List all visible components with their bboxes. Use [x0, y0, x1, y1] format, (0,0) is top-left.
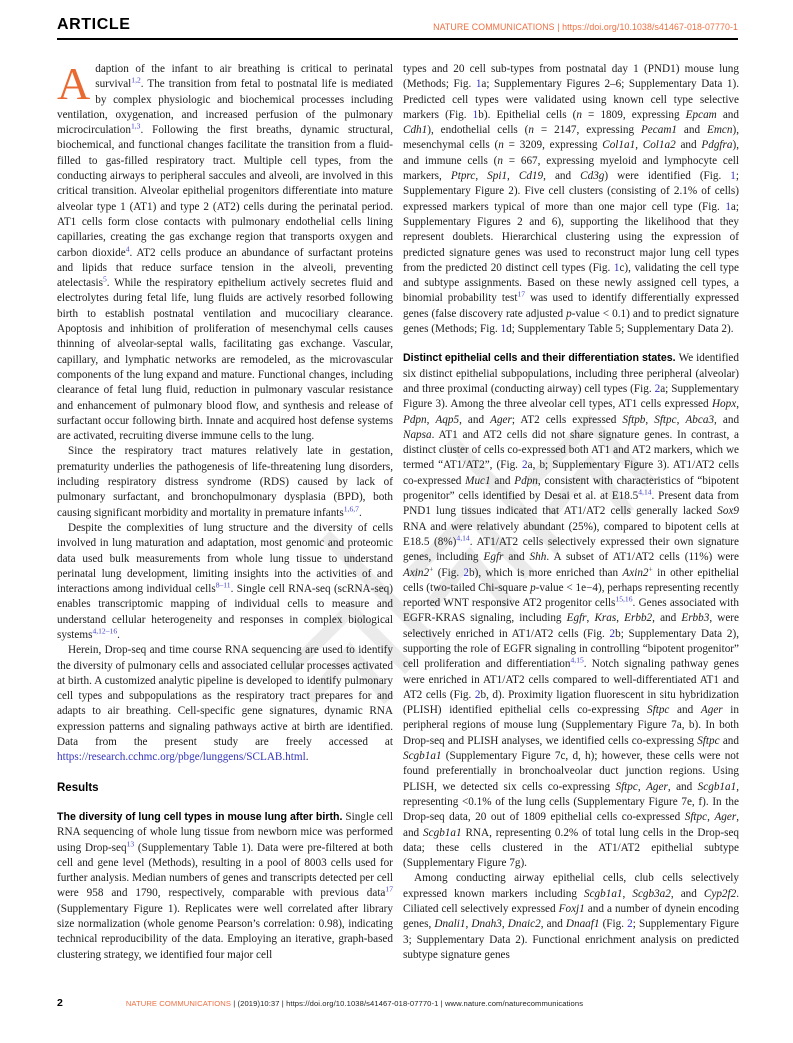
- superscript: +: [648, 563, 653, 573]
- footer-citation: [126, 999, 583, 1008]
- text-run: and: [669, 704, 701, 717]
- text-run: b), which is more enriched than: [469, 566, 623, 579]
- gene-name: Ager: [490, 413, 512, 426]
- gene-name: Spi1: [487, 170, 508, 183]
- text-run: , were selectively enriched in AT1/AT2 cells (Fig.: [403, 612, 739, 640]
- gene-name: Foxj1: [558, 903, 585, 916]
- text-run: . The transition from fetal to postnatal life is mediated by complex physiologic and biochemical processes including ventilation, oxygenation, and increased perfusion of the pulmonary microcirculation: [57, 78, 393, 137]
- text-run: ,: [707, 811, 715, 824]
- text-run: and: [503, 551, 530, 564]
- gene-name: Abca3: [685, 413, 715, 426]
- footer-journal-name: NATURE COMMUNICATIONS: [125, 999, 232, 1008]
- gene-name: Cyp2f2: [703, 887, 737, 900]
- text-run: . Genes associated with EGFR-KRAS signaling, including: [403, 597, 739, 625]
- gene-name: p: [566, 307, 572, 320]
- gene-name: n: [497, 154, 503, 167]
- text-run: b, d). Proximity ligation fluorescent in situ hybridization (PLISH) identified epithelial cells co-expressing: [403, 688, 739, 717]
- text-run: -value < 0.1) and to predict signature genes (Methods; Fig.: [403, 307, 739, 336]
- citation-ref[interactable]: 4,14: [638, 487, 652, 497]
- text-run: a, b; Supplementary Figure 3). AT1/AT2 cells co-expressed: [403, 459, 739, 487]
- gene-name: Dnah3: [471, 918, 502, 931]
- paragraph: [57, 444, 393, 520]
- figure-ref[interactable]: 1: [613, 261, 620, 274]
- text-run: a; Supplementary Figures 2–6; Supplementary Data 1). Predicted cell types were validated using known cell type selective markers (Fig.: [403, 78, 739, 121]
- citation-ref[interactable]: 17: [517, 289, 526, 299]
- text-run: ), endothelial cells (: [427, 124, 529, 137]
- citation-ref[interactable]: 1,6,7: [343, 503, 359, 513]
- page-number: 2: [57, 997, 63, 1009]
- gene-name: n: [498, 139, 504, 152]
- gene-name: Aqp5: [435, 413, 460, 426]
- text-run: -value < 1e−4), perhaps representing recently reported WNT responsive AT2 progenitor cells: [403, 581, 739, 610]
- section-heading: Results: [57, 781, 99, 794]
- citation-ref[interactable]: 8–11: [215, 580, 231, 590]
- article-body: [57, 62, 739, 992]
- figure-ref[interactable]: 2: [463, 566, 470, 579]
- gene-name: Napsa: [403, 428, 432, 441]
- gene-name: Axin2: [403, 566, 430, 579]
- gene-name: Ager: [646, 780, 668, 793]
- text-run: (Supplementary Figure 7c, d, h); however, these cells were not found preferentially in bronchoalveolar duct junction regions. Using PLISH, we detected six cells co-expressing: [403, 750, 739, 793]
- text-run: , and: [714, 413, 739, 426]
- text-run: ), and immune cells (: [403, 139, 739, 167]
- text-run: b). Epithelial cells (: [478, 108, 577, 121]
- text-run: ,: [501, 918, 508, 931]
- text-run: (Fig.: [599, 918, 628, 931]
- text-run: . AT2 cells produce an abundance of surfactant proteins and lipids that reduce surface tension in the alveoli, preventing atelectasis: [57, 246, 393, 290]
- text-run: .: [358, 506, 362, 519]
- runin-paragraph: [403, 351, 739, 871]
- article-type-label: ARTICLE: [57, 16, 131, 33]
- gene-name: Scgb1a1: [697, 780, 737, 793]
- gene-name: Pdgfra: [701, 139, 733, 152]
- figure-ref[interactable]: 1: [472, 108, 479, 121]
- citation-ref[interactable]: 4,14: [456, 533, 470, 543]
- page-header: [57, 16, 738, 40]
- text-run: Herein, Drop-seq and time course RNA sequencing are used to identify the diversity of pulmonary cells and associated cellular processes activated at birth. A customized analytic pipeline is developed to identify pulmonary cell types and subpopulations as the respiratory tract prepares for and adapts to air breathing. Cell-specific gene signatures, dynamic RNA expression patterns and signaling pathways active at birth are identified. Data from the present study are freely accessed at: [57, 644, 393, 749]
- text-run: . A subset of AT1/AT2 cells (11%) were: [546, 551, 739, 564]
- text-run: .: [305, 751, 309, 764]
- text-run: Despite the complexities of lung structure and the diversity of cells involved in lung maturation and adaptation, most genomic and proteomic data used bulk measurements from whole lung tissue to understand perinatal lung development, limiting insights into the activities of and interactions among individual cells: [57, 521, 393, 596]
- gene-name: Ager: [700, 704, 723, 717]
- text-run: ; Supplementary Figure 3; Supplementary Data 2). Functional enrichment analysis on predicted subtype signature genes: [403, 918, 739, 961]
- text-run: ,: [465, 918, 472, 931]
- gene-name: p: [530, 581, 536, 594]
- left-column: [57, 62, 393, 992]
- gene-name: n: [528, 124, 535, 137]
- gene-name: Epcam: [685, 108, 717, 121]
- text-run: ,: [622, 887, 633, 900]
- citation-ref[interactable]: 5: [102, 274, 107, 284]
- text-run: RNA and were relatively abundant (25%), compared to bipotent cells at E18.5 (8%): [403, 520, 739, 548]
- figure-ref[interactable]: 2: [609, 627, 616, 640]
- text-run: ,: [507, 170, 519, 183]
- journal-doi-link[interactable]: NATURE COMMUNICATIONS | https://doi.org/10.1038/s41467-018-07770-1: [433, 22, 738, 32]
- text-run: . Following the first breaths, dynamic structural, biochemical, and functional changes facilitate the transition from a fluid-filled to gas-filled respiratory tract. Multiple cell types, from the conducting airways to peripheral saccules and alveoli, are involved in this critical transition. Alveolar epithelial progenitors differentiate into mature alveolar type 1 (AT1) and type 2 (AT2) cells during the perinatal period. AT1 cells form close contacts with pulmonary endothelial cells lining capillaries, creating the gas exchange region that transports oxygen and carbon dioxide: [57, 124, 393, 259]
- text-run: and: [677, 124, 707, 137]
- text-run: , and: [459, 413, 491, 426]
- gene-name: Erbb2: [624, 612, 653, 625]
- figure-ref[interactable]: 2: [627, 918, 633, 931]
- text-run: ,: [426, 413, 436, 426]
- gene-name: Kras: [594, 612, 617, 625]
- gene-name: Scgb1a1: [403, 750, 442, 763]
- text-run: (Fig.: [433, 566, 464, 579]
- gene-name: Egfr: [566, 612, 587, 625]
- gene-name: Erbb3: [681, 612, 710, 625]
- footer-citation-rest: | (2019)10:37 | https://doi.org/10.1038/s41467-018-07770-1 | www.nature.com/naturecommunications: [231, 999, 584, 1008]
- gene-name: Pdpn: [403, 413, 427, 426]
- gene-name: Dnali1: [434, 918, 466, 931]
- text-run: b; Supplementary Data 2), supporting the role of EGFR signaling in controlling “bipotent progenitor” cell proliferation and differentiation: [403, 627, 739, 671]
- text-run: Among conducting airway epithelial cells, club cells selectively expressed known markers including: [403, 872, 739, 900]
- citation-ref[interactable]: 15,16: [615, 594, 633, 604]
- runin-heading: Distinct epithelial cells and their differentiation states.: [403, 352, 679, 365]
- gene-name: Sftpc: [684, 811, 708, 824]
- text-run: . Ciliated cell selectively expressed: [403, 887, 739, 916]
- gene-name: Muc1: [465, 474, 491, 487]
- figure-ref[interactable]: 1: [725, 200, 731, 213]
- figure-ref[interactable]: 1: [730, 170, 736, 183]
- text-run: Since the respiratory tract matures relatively late in gestation, prematurity underlies the pathogenesis of life-threatening lung disorders, including respiratory distress syndrome (RDS) caused by lack of pulmonary surfactant, and bronchopulmonary dysplasia (BPD), both causing significant morbidity and mortality in premature infants: [57, 445, 393, 519]
- gene-name: n: [576, 108, 582, 121]
- external-link[interactable]: https://research.cchmc.org/pbge/lunggens/SCLAB.html: [57, 751, 306, 764]
- text-run: ), mesenchymal cells (: [403, 124, 739, 152]
- text-run: , and: [667, 780, 698, 793]
- text-run: = 2147, expressing: [534, 124, 641, 137]
- text-run: ,: [676, 413, 686, 426]
- text-run: We identified six distinct epithelial subpopulations, including three peripheral (alveolar) and three proximal (conducting airway) cell types (Fig.: [403, 352, 739, 395]
- text-run: , and: [670, 887, 704, 900]
- gene-name: Emcn: [706, 124, 733, 137]
- gene-name: Axin2: [622, 566, 649, 579]
- text-run: a; Supplementary Figure 3). Among the three alveolar cell types, AT1 cells expressed: [403, 382, 739, 411]
- text-run: RNA, representing 0.2% of total lung cells in the Drop-seq data; these cells clustered in the AT1/AT2 epithelial subtype (Supplementary Figure 7g).: [403, 826, 739, 870]
- text-run: , and: [543, 170, 581, 183]
- text-run: = 1809, expressing: [581, 108, 686, 121]
- text-run: .: [117, 628, 120, 641]
- gene-name: Scgb1a1: [583, 887, 623, 900]
- text-run: (Supplementary Table 1). Data were pre-filtered at both cell and gene level (Methods), resulting in a pool of 8003 cells used for further analysis. Median numbers of genes and transcripts detected per cell were 958 and 1790, respectively, comparable with previous data: [57, 841, 394, 900]
- text-run: , and: [540, 918, 566, 931]
- text-run: Single cell RNA sequencing of whole lung tissue from newborn mice was performed using Drop-seq: [57, 810, 393, 854]
- gene-name: Shh: [529, 551, 547, 564]
- figure-ref[interactable]: 1: [500, 323, 507, 336]
- paragraph: [57, 62, 393, 444]
- text-run: ,: [475, 170, 488, 183]
- text-run: and: [716, 108, 739, 121]
- text-run: in peripheral regions of mouse lung (Supplementary Figure 7a, b). In both Drop-seq and PLISH analyses, we identified cells co-expressing: [403, 704, 739, 747]
- text-run: . Notch signaling pathway genes were enriched in AT1/AT2 cells compared to well-differentiated AT1 and AT2 cells (Fig.: [403, 658, 739, 701]
- citation-ref[interactable]: 1,2: [131, 75, 141, 85]
- drop-cap: A: [57, 62, 91, 109]
- text-run: ,: [645, 413, 655, 426]
- text-run: c), validating the cell type and subtype assignments. Based on these newly assigned cell types, a binomial probability test: [403, 261, 739, 305]
- text-run: types and 20 cell sub-types from postnatal day 1 (PND1) mouse lung (Methods; Fig.: [403, 63, 739, 91]
- text-run: , representing <0.1% of the lung cells (Supplementary Figure 7e, f). In the Drop-seq data, 20 out of 1809 epithelial cells co-expressed: [403, 780, 739, 824]
- gene-name: Sftpb: [622, 413, 646, 426]
- gene-name: Pdpn: [514, 474, 538, 487]
- text-run: and a number of dynein encoding genes,: [403, 903, 739, 931]
- gene-name: Ager: [714, 811, 737, 824]
- gene-name: Pecam1: [640, 124, 678, 137]
- text-run: ,: [736, 398, 739, 411]
- text-run: , and: [403, 811, 739, 839]
- text-run: = 3209, expressing: [503, 139, 603, 152]
- paragraph: [403, 871, 739, 963]
- text-run: d; Supplementary Table 5; Supplementary Data 2).: [506, 323, 734, 336]
- right-column: [403, 62, 739, 992]
- text-run: a; Supplementary Figures 2 and 6), supporting the likelihood that they represent doublets. Hierarchical clustering using the expression of predicted signature genes was used to reconstruct major lung cell types from the predicted 20 distinct cell types (Fig.: [403, 200, 739, 274]
- citation-ref[interactable]: 13: [126, 838, 135, 848]
- paragraph: [57, 521, 393, 643]
- runin-paragraph: [57, 810, 393, 963]
- citation-ref[interactable]: 1,3: [130, 121, 141, 131]
- citation-ref[interactable]: 4,15: [570, 655, 584, 665]
- text-run: . AT1/AT2 cells selectively expressed their own signature genes, including: [403, 535, 739, 564]
- gene-name: Ptprc: [450, 170, 476, 183]
- gene-name: Egfr: [483, 551, 504, 564]
- text-run: . AT1 and AT2 cells did not share signature genes. In contrast, a distinct cluster of cells co-expressed both AT1 and AT2 markers, which we termed “AT1/AT2”, (Fig.: [403, 428, 739, 472]
- superscript: +: [429, 563, 434, 573]
- text-run: in other epithelial cells (two-tailed Chi-square: [403, 566, 739, 594]
- text-run: ,: [586, 612, 595, 625]
- text-run: . Single cell RNA-seq (scRNA-seq) enables transcriptomic mapping of individual cells to measure and understand cellular heterogeneity and responses in complex biological systems: [57, 583, 393, 641]
- text-run: , consistent with characteristics of “bipotent progenitor” cells identified by Desai et al. at E18.5: [403, 474, 739, 503]
- gene-name: Cdh1: [403, 124, 428, 137]
- text-run: . While the respiratory epithelium actively secretes fluid and electrolytes during fetal life, lung fluids are actively resorbed following birth to establish postnatal ventilation and mucociliary clearance. Apoptosis and inhibition of proliferation of mesenchymal cells causes thinning of alveolar-septal walls, facilitating gas exchange. Vascular, capillary, and lymphatic networks are remodeled, as the microvascular components of the lung expand and mature. Functional changes, including clearance of fetal lung fluid, reduction in pulmonary vascular resistance and enhancement of pulmonary blood flow, and synthesis and release of surfactant occur following birth. Innate and acquired host defense systems are activated, recruiting diverse immune cells to the lung.: [57, 277, 393, 443]
- text-run: was used to identify differentially expressed genes (false discovery rate adjusted: [403, 292, 739, 320]
- gene-name: Sftpc: [647, 704, 670, 717]
- gene-name: Dnaic2: [507, 918, 541, 931]
- gene-name: Cd3g: [580, 170, 605, 183]
- figure-ref[interactable]: 2: [522, 459, 528, 472]
- gene-name: Scgb1a1: [423, 826, 462, 839]
- paragraph: [57, 643, 393, 765]
- figure-ref[interactable]: 2: [654, 382, 661, 395]
- gene-name: Sftpc: [615, 780, 638, 793]
- page-footer: [57, 997, 738, 1009]
- text-run: ,: [635, 139, 643, 152]
- gene-name: Col1a1: [602, 139, 636, 152]
- text-run: = 667, expressing myeloid and lymphocyte cell markers,: [403, 154, 739, 183]
- citation-ref[interactable]: 17: [385, 884, 393, 894]
- text-run: (Supplementary Figure 1). Replicates were well correlated after library size normalization (whole genome Pearson’s correlation: 0.98), indicating technical reproducibility of the data. Employing an iterative, graph-based clustering strategy, we identified four major cell: [57, 902, 393, 961]
- text-run: ,: [616, 612, 625, 625]
- text-run: and: [490, 474, 515, 487]
- text-run: ) were identified (Fig.: [604, 170, 731, 183]
- gene-name: Cd19: [518, 170, 544, 183]
- gene-name: Sftpc: [697, 734, 720, 747]
- gene-name: Dnaaf1: [565, 918, 600, 931]
- text-run: , and: [652, 612, 682, 625]
- figure-ref[interactable]: 1: [475, 78, 482, 91]
- runin-heading: The diversity of lung cell types in mouse lung after birth.: [57, 810, 346, 823]
- paragraph: [403, 62, 739, 337]
- gene-name: Scgb3a2: [632, 887, 671, 900]
- gene-name: Sftpc: [654, 413, 677, 426]
- gene-name: Hopx: [711, 398, 737, 411]
- citation-ref[interactable]: 4: [125, 243, 130, 253]
- text-run: ,: [637, 780, 647, 793]
- gene-name: Sox9: [717, 505, 739, 518]
- text-run: and: [675, 139, 702, 152]
- text-run: ; Supplementary Figure 2). Five cell clusters (consisting of 2.1% of cells) expressed markers typical of more than one major cell type (Fig.: [403, 170, 739, 213]
- figure-ref[interactable]: 2: [474, 688, 481, 701]
- text-run: . Present data from PND1 lung tissues indicated that AT1/AT2 cells generally lacked: [403, 490, 739, 518]
- text-run: daption of the infant to air breathing is critical to perinatal survival: [95, 63, 393, 91]
- text-run: ; AT2 cells expressed: [511, 413, 623, 426]
- citation-ref[interactable]: 4,12–16: [92, 626, 118, 636]
- text-run: and: [719, 734, 739, 747]
- gene-name: Col1a2: [642, 139, 676, 152]
